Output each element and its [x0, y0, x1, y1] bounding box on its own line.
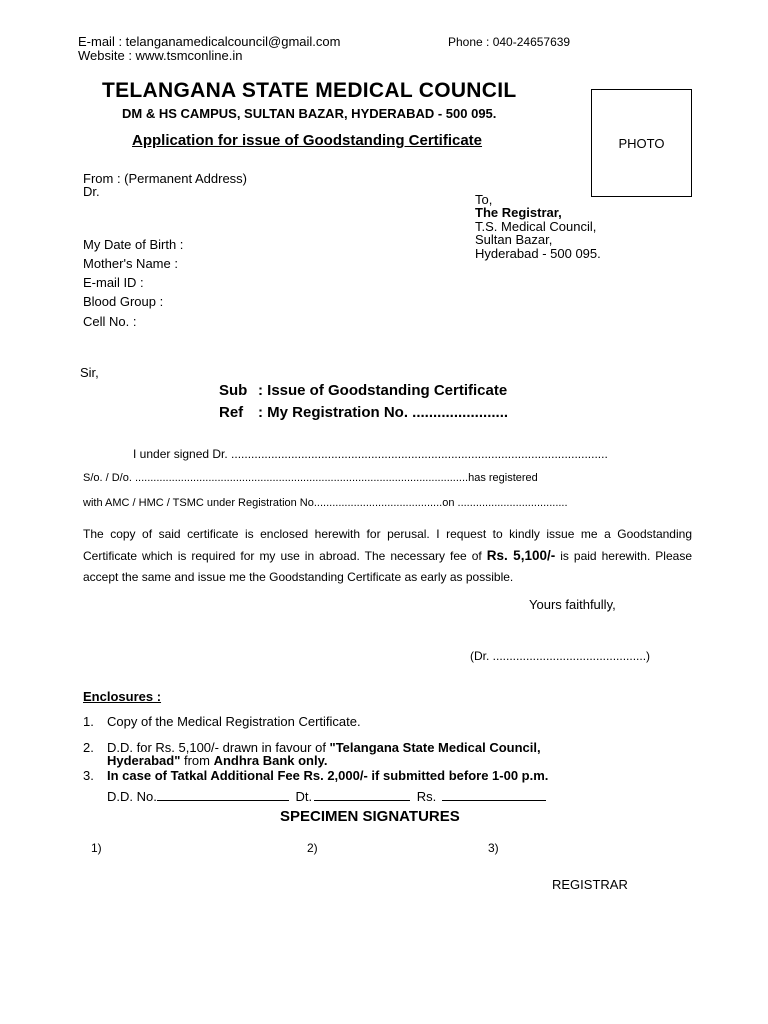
dob-field: My Date of Birth : — [83, 237, 184, 252]
from-dr: Dr. — [83, 184, 100, 199]
council-title: TELANGANA STATE MEDICAL COUNCIL — [102, 79, 517, 102]
mothers-name-field: Mother's Name : — [83, 256, 178, 271]
enclosure-num-1: 1. — [83, 714, 94, 729]
cell-no-field: Cell No. : — [83, 314, 137, 329]
photo-label: PHOTO — [618, 136, 665, 151]
body-line-undersigned: I under signed Dr. ................................................................................................................. — [133, 447, 608, 461]
to-label: To, — [475, 192, 493, 207]
enclosure-num-3: 3. — [83, 768, 94, 783]
dt-label: Dt. — [295, 789, 313, 804]
enclosure-payee: "Telangana State Medical Council, — [329, 740, 541, 755]
rs-blank — [442, 788, 546, 801]
dd-details-line — [107, 788, 546, 804]
fee-amount: Rs. 5,100/- — [486, 548, 556, 563]
enclosure-item-1 — [83, 714, 361, 729]
request-paragraph-part1: The copy of said certificate is enclosed herewith for perusal. I request to kindly issue me a Goodstanding Certificate which is required for my use in abroad. The necessary fee of — [83, 527, 692, 563]
enclosure-bank: Andhra Bank only. — [213, 753, 328, 768]
specimen-heading: SPECIMEN SIGNATURES — [280, 808, 460, 825]
from-label: From : (Permanent Address) — [83, 171, 247, 186]
request-paragraph — [83, 524, 692, 588]
enclosure-item-3 — [83, 768, 548, 783]
enclosure-text-3: In case of Tatkal Additional Fee Rs. 2,000/- if submitted before 1-00 p.m. — [107, 768, 549, 783]
enclosure-item-2-cont — [107, 753, 327, 768]
to-line-3: Hyderabad - 500 095. — [475, 246, 601, 261]
dt-blank — [314, 788, 410, 801]
registrar-label: REGISTRAR — [552, 877, 628, 892]
dd-no-blank — [157, 788, 289, 801]
to-line-2: Sultan Bazar, — [475, 232, 553, 247]
enclosures-heading: Enclosures : — [83, 689, 162, 704]
email-id-field: E-mail ID : — [83, 275, 144, 290]
subject-text: : Issue of Goodstanding Certificate — [258, 382, 508, 399]
enclosure-text-1: Copy of the Medical Registration Certificate. — [107, 714, 361, 729]
email-line: E-mail : telanganamedicalcouncil@gmail.com — [78, 34, 341, 49]
salutation: Sir, — [80, 365, 99, 380]
specimen-sig-1: 1) — [91, 841, 102, 855]
to-registrar: The Registrar, — [475, 205, 562, 220]
signature-line: (Dr. ..............................................) — [470, 649, 651, 663]
subject-key: Sub — [219, 382, 248, 399]
enclosure-payee-cont: Hyderabad" — [107, 753, 181, 768]
to-line-1: T.S. Medical Council, — [475, 219, 597, 234]
enclosure-text-2a: D.D. for Rs. 5,100/- drawn in favour of — [107, 740, 330, 755]
yours-faithfully: Yours faithfully, — [529, 597, 616, 612]
campus-address: DM & HS CAMPUS, SULTAN BAZAR, HYDERABAD - 500 095. — [122, 106, 497, 121]
enclosure-num-2: 2. — [83, 740, 94, 755]
specimen-sig-3: 3) — [488, 841, 499, 855]
body-line-parent: S/o. / D/o. .............................................................................................................has registered — [83, 472, 538, 484]
rs-label: Rs. — [416, 789, 437, 804]
request-paragraph-part2: is paid herewith. Please accept the same and issue me the Goodstanding Certificate as early as possible. — [83, 549, 692, 584]
photo-box — [591, 89, 692, 197]
website-line: Website : www.tsmconline.in — [78, 48, 243, 63]
dd-no-label: D.D. No. — [107, 789, 157, 804]
enclosure-from: from — [180, 753, 214, 768]
reference-key: Ref — [219, 404, 244, 421]
blood-group-field: Blood Group : — [83, 294, 164, 309]
application-title: Application for issue of Goodstanding Certificate — [132, 132, 483, 149]
body-line-registration: with AMC / HMC / TSMC under Registration No..........................................on .................................... — [83, 497, 568, 509]
reference-text: : My Registration No. ....................... — [258, 404, 509, 421]
phone-line: Phone : 040-24657639 — [448, 35, 571, 49]
specimen-sig-2: 2) — [307, 841, 318, 855]
